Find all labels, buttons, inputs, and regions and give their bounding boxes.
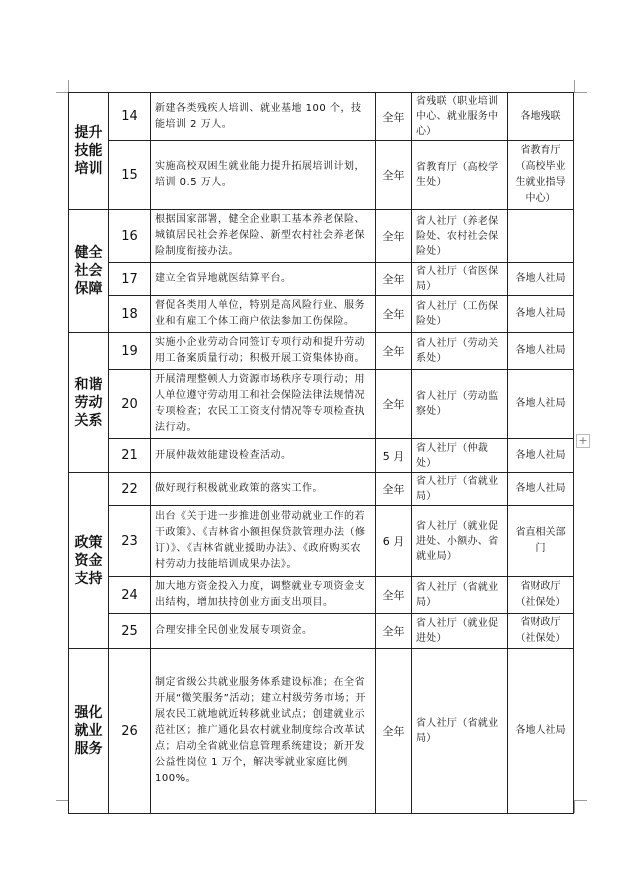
lead-department: 省人社厅（就业促进处、小额办、省就业局）	[412, 506, 508, 577]
row-number: 21	[109, 439, 151, 473]
table-row	[69, 263, 574, 296]
task-description: 开展清理整顿人力资源市场秩序专项行动；用人单位遵守劳动用工和社会保险法律法规情况专项检查；农民工工资支付情况等专项检查执法行动。	[151, 370, 376, 439]
task-time: 全年	[376, 93, 412, 141]
responsible-unit: 各地人社局	[508, 649, 574, 814]
task-description: 制定省级公共就业服务体系建设标准；在全省开展“微笑服务”活动；建立村级劳务市场；开展农民工就地就近转移就业试点；创建就业示范社区；推广通化县农村就业制度综合改革试点；启动全省就业信息管理系统建设；新开发公益性岗位 1 万个，解决零就业家庭比例 100%。	[151, 649, 376, 814]
add-row-plus-icon[interactable]: +	[576, 434, 590, 448]
lead-department: 省人社厅（省就业局）	[412, 577, 508, 614]
lead-department: 省人社厅（就业促进处）	[412, 614, 508, 649]
task-description: 合理安排全民创业发展专项资金。	[151, 614, 376, 649]
responsible-unit: 省教育厅（高校毕业生就业指导中心）	[508, 141, 574, 210]
task-time: 全年	[376, 210, 412, 263]
table-row	[69, 210, 574, 263]
lead-department: 省人社厅（劳动关系处）	[412, 333, 508, 370]
row-number: 22	[109, 473, 151, 506]
task-description: 出台《关于进一步推进创业带动就业工作的若干政策》、《吉林省小额担保贷款管理办法（修订）》、《吉林省就业援助办法》、《政府购买农村劳动力技能培训成果办法》。	[151, 506, 376, 577]
row-number: 15	[109, 141, 151, 210]
task-description: 做好现行积极就业政策的落实工作。	[151, 473, 376, 506]
responsible-unit: 省直相关部门	[508, 506, 574, 577]
task-time: 全年	[376, 649, 412, 814]
task-description: 督促各类用人单位，特别是高风险行业、服务业和有雇工个体工商户依法参加工伤保险。	[151, 296, 376, 333]
row-number: 19	[109, 333, 151, 370]
crop-mark-bottom-right	[574, 800, 587, 813]
task-time: 全年	[376, 577, 412, 614]
table-row	[69, 473, 574, 506]
row-number: 14	[109, 93, 151, 141]
task-description: 加大地方资金投入力度，调整就业专项资金支出结构，增加扶持创业方面支出项目。	[151, 577, 376, 614]
task-description: 开展仲裁效能建设检查活动。	[151, 439, 376, 473]
table-row	[69, 296, 574, 333]
row-number: 25	[109, 614, 151, 649]
table-row	[69, 614, 574, 649]
category-cell: 政策资金支持	[69, 473, 109, 649]
row-number: 16	[109, 210, 151, 263]
lead-department: 省残联（职业培训中心、就业服务中心）	[412, 93, 508, 141]
responsible-unit: 各地人社局	[508, 296, 574, 333]
row-number: 17	[109, 263, 151, 296]
row-number: 26	[109, 649, 151, 814]
responsible-unit: 省财政厅（社保处）	[508, 577, 574, 614]
crop-mark-top-right	[574, 80, 587, 93]
task-time: 全年	[376, 333, 412, 370]
responsible-unit: 各地人社局	[508, 473, 574, 506]
task-time: 全年	[376, 473, 412, 506]
row-number: 24	[109, 577, 151, 614]
task-description: 建立全省异地就医结算平台。	[151, 263, 376, 296]
table-row	[69, 370, 574, 439]
task-table	[68, 92, 574, 814]
lead-department: 省人社厅（劳动监察处）	[412, 370, 508, 439]
lead-department: 省人社厅（工伤保险处）	[412, 296, 508, 333]
task-description: 实施小企业劳动合同签订专项行动和提升劳动用工备案质量行动；积极开展工资集体协商。	[151, 333, 376, 370]
table-row	[69, 141, 574, 210]
task-time: 5 月	[376, 439, 412, 473]
table-row	[69, 577, 574, 614]
table-row	[69, 506, 574, 577]
task-description: 实施高校双困生就业能力提升拓展培训计划，培训 0.5 万人。	[151, 141, 376, 210]
responsible-unit: 省财政厅（社保处）	[508, 614, 574, 649]
responsible-unit	[508, 210, 574, 263]
table-row	[69, 439, 574, 473]
responsible-unit: 各地人社局	[508, 263, 574, 296]
category-cell: 和谐劳动关系	[69, 333, 109, 473]
lead-department: 省教育厅（高校学生处）	[412, 141, 508, 210]
responsible-unit: 各地人社局	[508, 370, 574, 439]
row-number: 18	[109, 296, 151, 333]
lead-department: 省人社厅（省就业局）	[412, 473, 508, 506]
row-number: 23	[109, 506, 151, 577]
lead-department: 省人社厅（仲裁处）	[412, 439, 508, 473]
category-cell: 强化就业服务	[69, 649, 109, 814]
task-time: 全年	[376, 263, 412, 296]
lead-department: 省人社厅（省就业局）	[412, 649, 508, 814]
category-cell: 健全社会保障	[69, 210, 109, 333]
task-description: 新建各类残疾人培训、就业基地 100 个，技能培训 2 万人。	[151, 93, 376, 141]
row-number: 20	[109, 370, 151, 439]
responsible-unit: 各地人社局	[508, 333, 574, 370]
lead-department: 省人社厅（养老保险处、农村社会保险处）	[412, 210, 508, 263]
table-row	[69, 333, 574, 370]
table-row	[69, 649, 574, 814]
responsible-unit: 各地残联	[508, 93, 574, 141]
table-row	[69, 93, 574, 141]
task-time: 全年	[376, 614, 412, 649]
lead-department: 省人社厅（省医保局）	[412, 263, 508, 296]
task-time: 全年	[376, 370, 412, 439]
task-time: 6 月	[376, 506, 412, 577]
category-cell: 提升技能培训	[69, 93, 109, 210]
task-time: 全年	[376, 296, 412, 333]
responsible-unit: 各地人社局	[508, 439, 574, 473]
task-time: 全年	[376, 141, 412, 210]
task-description: 根据国家部署，健全企业职工基本养老保险、城镇居民社会养老保险、新型农村社会养老保险制度衔接办法。	[151, 210, 376, 263]
